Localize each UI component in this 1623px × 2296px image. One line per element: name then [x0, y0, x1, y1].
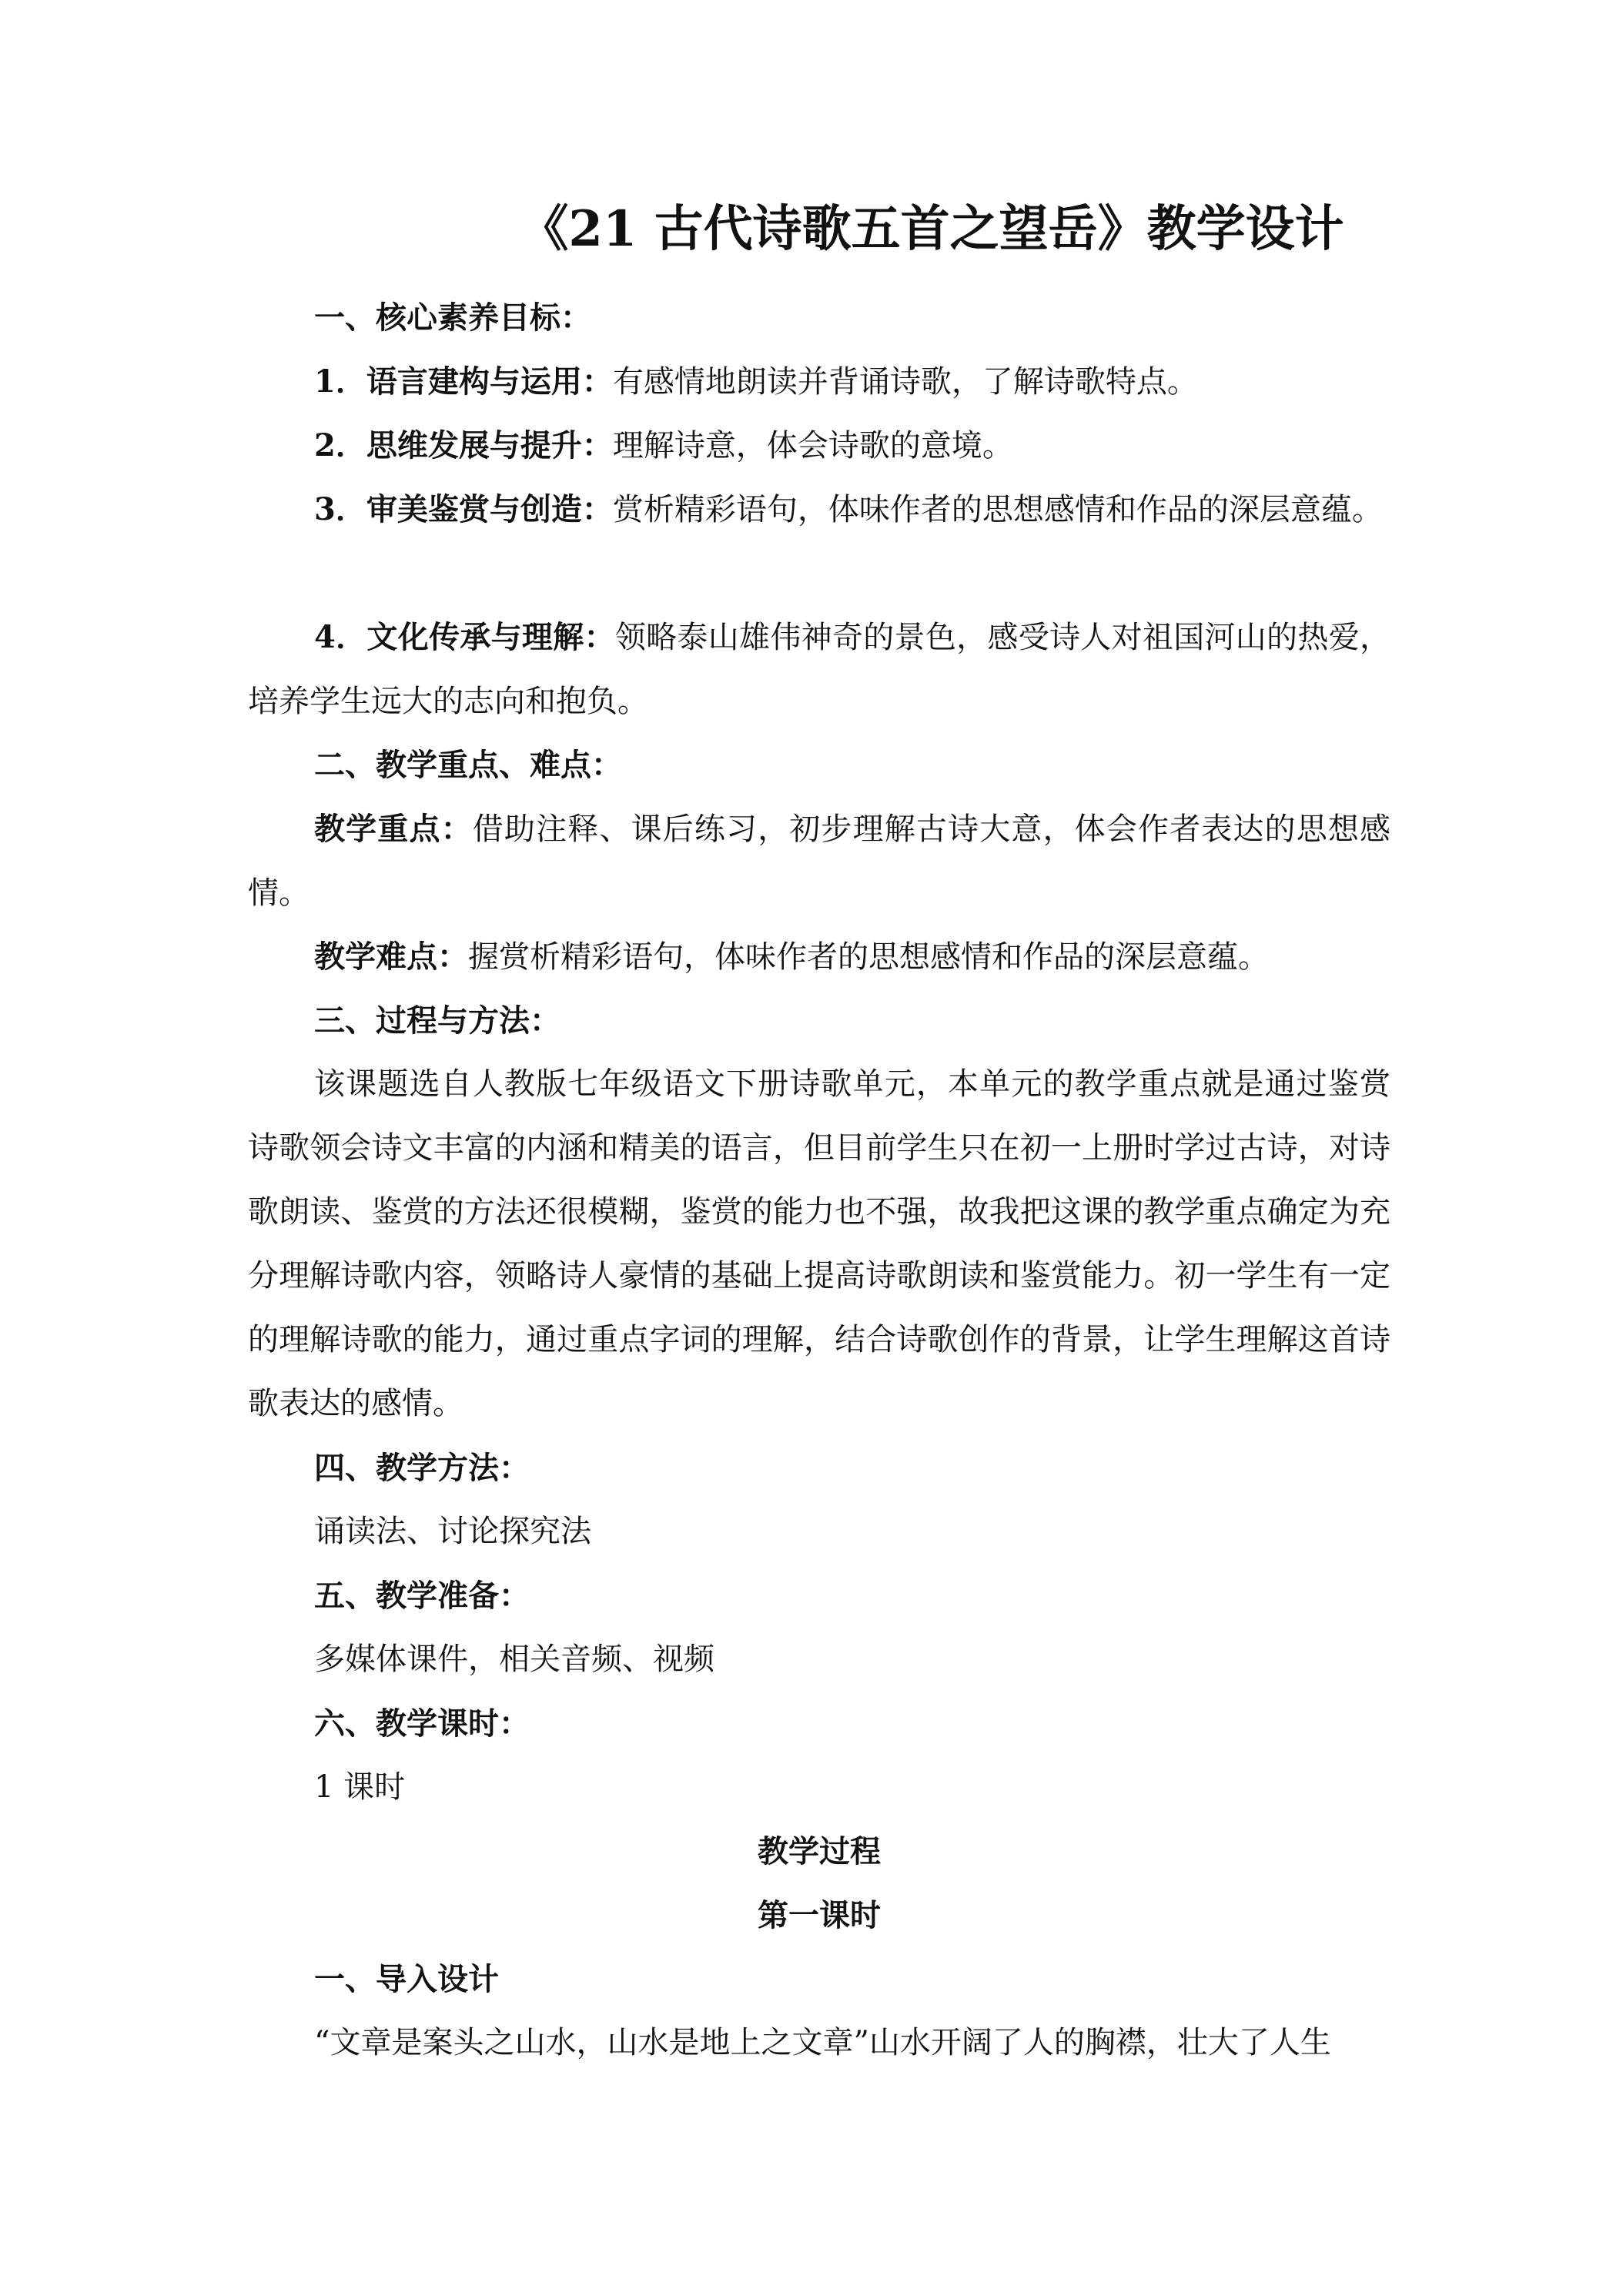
process-heading: 教学过程 — [758, 1833, 881, 1869]
preparation-text: 多媒体课件，相关音频、视频 — [314, 1642, 714, 1677]
process-paragraph: 该课题选自人教版七年级语文下册诗歌单元，本单元的教学重点就是通过鉴赏诗歌领会诗文丰富的内涵和精美的语言，但目前学生只在初一上册时学过古诗，对诗歌朗读、鉴赏的方法还很模糊，鉴赏的能力也不强，故我把这课的教学重点确定为充分理解诗歌内容，领略诗人豪情的基础上提高诗歌朗读和鉴赏能力。初一学生有一定的理解诗歌的能力，通过重点字词的理解，结合诗歌创作的背景，让学生理解这首诗歌表达的感情。 — [248, 1066, 1390, 1421]
difficulty-label: 教学难点： — [314, 939, 468, 975]
goal-text: 理解诗意，体会诗歌的意境。 — [612, 428, 1013, 464]
difficulty-text: 握赏析精彩语句，体味作者的思想感情和作品的深层意蕴。 — [468, 939, 1269, 975]
goal-item — [248, 350, 1390, 414]
key-point-paragraph — [248, 797, 1390, 925]
intro-text: “文章是案头之山水，山水是地上之文章”山水开阔了人的胸襟，壮大了人生 — [314, 2025, 1331, 2060]
goal-item — [248, 477, 1390, 542]
difficulty-paragraph — [248, 925, 1390, 989]
intro-heading: 一、导入设计 — [314, 1961, 499, 1997]
periods-text: 1 课时 — [314, 1769, 406, 1805]
lesson-heading: 第一课时 — [758, 1897, 881, 1933]
goal-label: 2．思维发展与提升： — [314, 427, 613, 464]
key-point-text: 借助注释、课后练习，初步理解古诗大意，体会作者表达的思想感情。 — [248, 812, 1391, 911]
section-heading-goals: 一、核心素养目标： — [314, 300, 591, 336]
goal-text: 赏析精彩语句，体味作者的思想感情和作品的深层意蕴。 — [612, 492, 1383, 527]
section-heading-methods: 四、教学方法： — [314, 1450, 530, 1486]
section-heading-preparation: 五、教学准备： — [314, 1578, 530, 1614]
goal-label: 1．语言建构与运用： — [314, 363, 613, 400]
methods-text: 诵读法、讨论探究法 — [314, 1514, 591, 1549]
goal-item — [248, 413, 1390, 478]
section-heading-periods: 六、教学课时： — [314, 1705, 530, 1742]
key-point-label: 教学重点： — [314, 811, 473, 847]
section-heading-process: 三、过程与方法： — [314, 1002, 561, 1039]
section-heading-key-points: 二、教学重点、难点： — [314, 747, 622, 783]
goal-text: 有感情地朗读并背诵诗歌，了解诗歌特点。 — [612, 364, 1198, 400]
goal-text: 领略泰山雄伟神奇的景色，感受诗人对祖国河山的热爱，培养学生远大的志向和抱负。 — [248, 620, 1390, 719]
goal-item — [248, 605, 1390, 734]
goal-label: 4．文化传承与理解： — [314, 619, 615, 655]
goal-label: 3．审美鉴赏与创造： — [314, 491, 613, 527]
document-title: 《21 古代诗歌五首之望岳》教学设计 — [519, 200, 1344, 258]
